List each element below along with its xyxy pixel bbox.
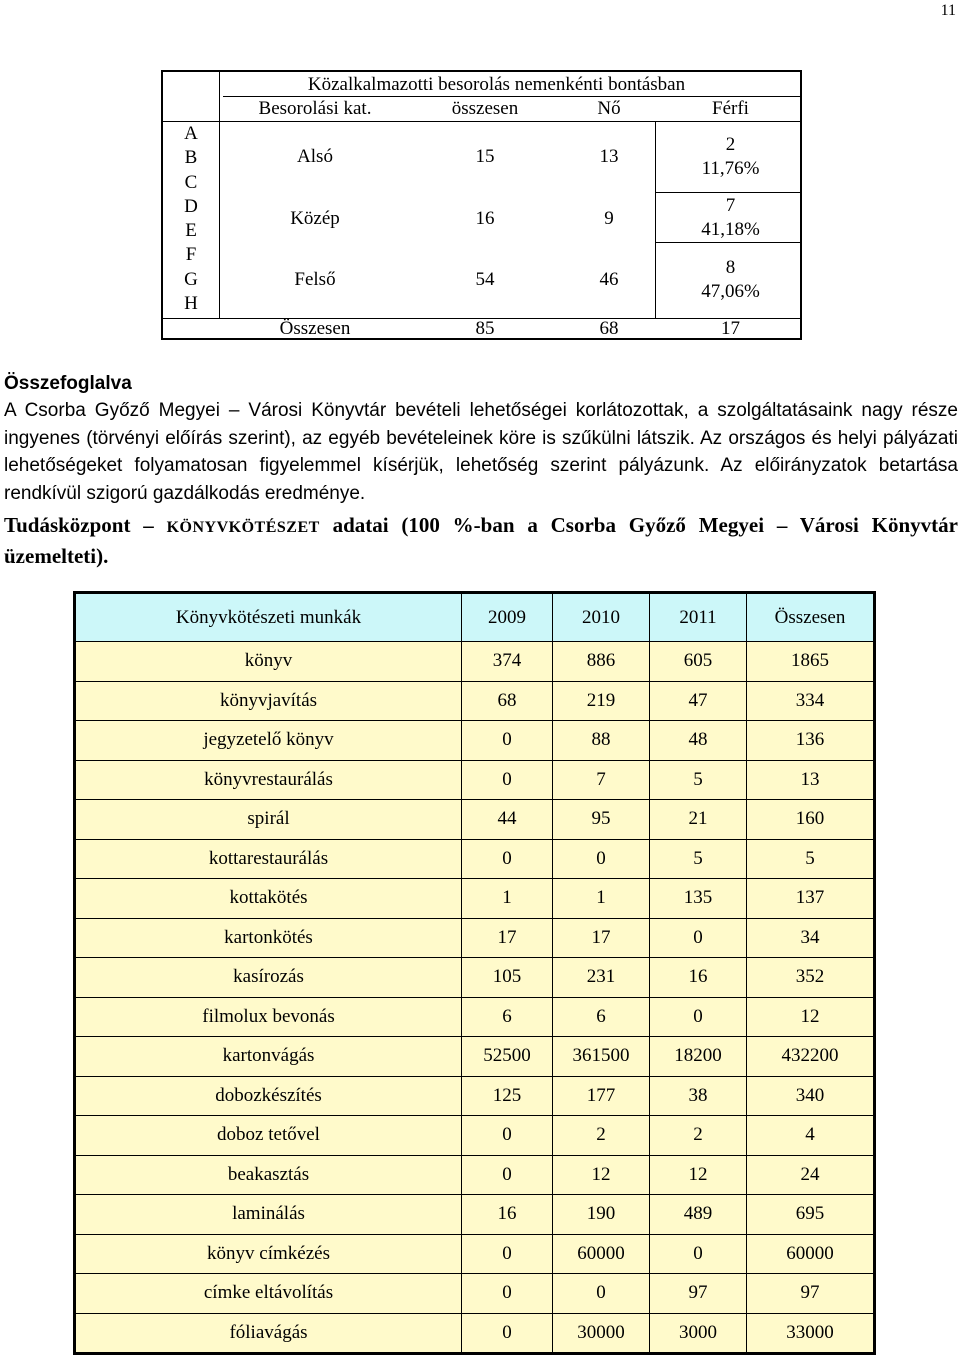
row-female: 13 [599, 146, 619, 167]
value-2009: 0 [462, 760, 553, 800]
work-cell: doboz tetővel [75, 1116, 462, 1156]
row-male-count: 8 [725, 257, 736, 278]
bookbinding-header-row [75, 593, 875, 642]
row-male-pct: 41,18% [701, 219, 760, 240]
value-2011: 21 [650, 800, 747, 840]
bookbinding-intro-smallcaps: KÖNYVKÖTÉSZET [166, 519, 320, 536]
total-row-male: 17 [721, 318, 740, 339]
total-row-total: 85 [475, 318, 495, 339]
value-2009: 374 [462, 642, 553, 682]
row-total: 15 [475, 146, 495, 167]
value-2011: 135 [650, 879, 747, 919]
value-2010: 95 [553, 800, 650, 840]
table-row [75, 918, 875, 958]
table-row [75, 839, 875, 879]
value-total: 136 [747, 721, 875, 761]
grade-letter: E [185, 220, 197, 242]
value-total: 5 [747, 839, 875, 879]
staff-gender-table [161, 70, 802, 340]
value-2009: 0 [462, 1155, 553, 1195]
value-total: 60000 [747, 1234, 875, 1274]
grade-letter: C [184, 171, 198, 193]
value-2010: 0 [553, 839, 650, 879]
header-work: Könyvkötészeti munkák [75, 593, 462, 642]
value-total: 1865 [747, 642, 875, 682]
table-row [75, 1234, 875, 1274]
table-row [75, 1037, 875, 1077]
header-female: Nő [597, 98, 621, 119]
value-2009: 0 [462, 1234, 553, 1274]
table-row [75, 681, 875, 721]
row-category: Közép [290, 208, 340, 229]
value-2009: 52500 [462, 1037, 553, 1077]
grade-letter: D [184, 195, 198, 217]
work-cell: dobozkészítés [75, 1076, 462, 1116]
bookbinding-table [73, 591, 876, 1355]
bookbinding-intro-part1: Tudásközpont – [4, 513, 167, 537]
work-cell: kartonkötés [75, 918, 462, 958]
header-2011: 2011 [650, 593, 747, 642]
page-number: 11 [940, 2, 956, 19]
header-2010: 2010 [553, 593, 650, 642]
summary-section [4, 370, 958, 507]
value-2011: 16 [650, 958, 747, 998]
value-2009: 0 [462, 1313, 553, 1354]
row-category: Alsó [297, 146, 333, 167]
table-row [75, 760, 875, 800]
grade-letters [163, 122, 219, 316]
value-2010: 7 [553, 760, 650, 800]
value-2009: 68 [462, 681, 553, 721]
value-total: 432200 [747, 1037, 875, 1077]
value-2010: 177 [553, 1076, 650, 1116]
value-2011: 2 [650, 1116, 747, 1156]
table-row [75, 1155, 875, 1195]
row-total: 16 [475, 208, 495, 229]
value-2010: 0 [553, 1274, 650, 1314]
table-row [75, 642, 875, 682]
value-2011: 0 [650, 918, 747, 958]
value-2010: 886 [553, 642, 650, 682]
value-2009: 44 [462, 800, 553, 840]
row-female: 9 [604, 208, 614, 229]
header-category: Besorolási kat. [258, 98, 372, 119]
row-female: 46 [599, 269, 619, 290]
grade-letter: A [184, 123, 198, 144]
value-total: 137 [747, 879, 875, 919]
value-2009: 0 [462, 721, 553, 761]
value-2011: 5 [650, 839, 747, 879]
table-row [75, 958, 875, 998]
header-male: Férfi [712, 98, 749, 119]
value-2010: 2 [553, 1116, 650, 1156]
row-category: Felső [294, 269, 336, 290]
table-row [75, 879, 875, 919]
total-row-female: 68 [599, 318, 619, 339]
bookbinding-table-body [75, 642, 875, 1354]
value-2011: 48 [650, 721, 747, 761]
value-2011: 18200 [650, 1037, 747, 1077]
total-row-label: Összesen [279, 318, 351, 339]
work-cell: beakasztás [75, 1155, 462, 1195]
grade-letter: H [184, 293, 198, 315]
header-total: Összesen [747, 593, 875, 642]
grade-letter: B [184, 147, 198, 169]
work-cell: jegyzetelő könyv [75, 721, 462, 761]
work-cell: kottakötés [75, 879, 462, 919]
summary-heading: Összefoglalva [4, 373, 132, 394]
table-row [75, 997, 875, 1037]
bookbinding-intro-part2: adatai (100 %-ban a Csorba Győző Megyei – Városi Könyvtár üzemelteti). [4, 513, 958, 568]
value-2011: 3000 [650, 1313, 747, 1354]
value-2011: 0 [650, 1234, 747, 1274]
table-row [75, 1313, 875, 1354]
value-2010: 219 [553, 681, 650, 721]
work-cell: könyv [75, 642, 462, 682]
value-total: 160 [747, 800, 875, 840]
work-cell: spirál [75, 800, 462, 840]
grade-letter: G [184, 268, 198, 290]
work-cell: címke eltávolítás [75, 1274, 462, 1314]
value-2009: 0 [462, 839, 553, 879]
work-cell: kottarestaurálás [75, 839, 462, 879]
grade-letter: F [185, 244, 197, 266]
row-male-pct: 11,76% [701, 158, 760, 179]
work-cell: laminálás [75, 1195, 462, 1235]
value-total: 695 [747, 1195, 875, 1235]
bookbinding-intro [4, 511, 958, 570]
value-total: 340 [747, 1076, 875, 1116]
value-total: 24 [747, 1155, 875, 1195]
value-2011: 5 [650, 760, 747, 800]
value-2010: 17 [553, 918, 650, 958]
work-cell: könyvjavítás [75, 681, 462, 721]
table-row [75, 1195, 875, 1235]
value-total: 34 [747, 918, 875, 958]
value-2009: 16 [462, 1195, 553, 1235]
value-2010: 30000 [553, 1313, 650, 1354]
value-total: 352 [747, 958, 875, 998]
row-male-count: 2 [725, 134, 736, 155]
value-2009: 1 [462, 879, 553, 919]
value-total: 33000 [747, 1313, 875, 1354]
value-total: 334 [747, 681, 875, 721]
value-2009: 17 [462, 918, 553, 958]
header-total: összesen [451, 98, 519, 119]
value-2009: 105 [462, 958, 553, 998]
table-row [75, 1274, 875, 1314]
value-2010: 88 [553, 721, 650, 761]
value-total: 12 [747, 997, 875, 1037]
value-2010: 361500 [553, 1037, 650, 1077]
work-cell: könyvrestaurálás [75, 760, 462, 800]
value-2009: 125 [462, 1076, 553, 1116]
value-2010: 190 [553, 1195, 650, 1235]
value-2010: 60000 [553, 1234, 650, 1274]
value-2011: 12 [650, 1155, 747, 1195]
work-cell: kasírozás [75, 958, 462, 998]
summary-paragraph: A Csorba Győző Megyei – Városi Könyvtár bevételi lehetőségei korlátozottak, a szolgáltatásaink nagy része ingyenes (törvényi előírás szerint), az egyéb bevételeinek köre is szűkülni látszik. Az országos és helyi pályázati lehetőségeket folyamatosan figyelemmel kísérjük, lehetőség szerint pályázunk. Az előirányzatok betartása rendkívül szigorú gazdálkodás eredménye. [4, 400, 958, 504]
value-total: 4 [747, 1116, 875, 1156]
work-cell: kartonvágás [75, 1037, 462, 1077]
value-2009: 0 [462, 1274, 553, 1314]
value-2011: 489 [650, 1195, 747, 1235]
value-2011: 0 [650, 997, 747, 1037]
table-row [75, 1116, 875, 1156]
staff-table-title: Közalkalmazotti besorolás nemenkénti bontásban [307, 74, 686, 95]
table-row [75, 721, 875, 761]
value-2010: 6 [553, 997, 650, 1037]
work-cell: fóliavágás [75, 1313, 462, 1354]
value-total: 13 [747, 760, 875, 800]
row-total: 54 [475, 269, 495, 290]
value-2011: 605 [650, 642, 747, 682]
value-2009: 6 [462, 997, 553, 1037]
row-male-count: 7 [725, 195, 736, 216]
table-row [75, 1076, 875, 1116]
value-2010: 231 [553, 958, 650, 998]
value-2011: 38 [650, 1076, 747, 1116]
value-2010: 12 [553, 1155, 650, 1195]
value-2011: 97 [650, 1274, 747, 1314]
header-2009: 2009 [462, 593, 553, 642]
value-2010: 1 [553, 879, 650, 919]
work-cell: könyv címkézés [75, 1234, 462, 1274]
value-2011: 47 [650, 681, 747, 721]
value-total: 97 [747, 1274, 875, 1314]
work-cell: filmolux bevonás [75, 997, 462, 1037]
row-male-pct: 47,06% [701, 281, 760, 302]
table-row [75, 800, 875, 840]
value-2009: 0 [462, 1116, 553, 1156]
